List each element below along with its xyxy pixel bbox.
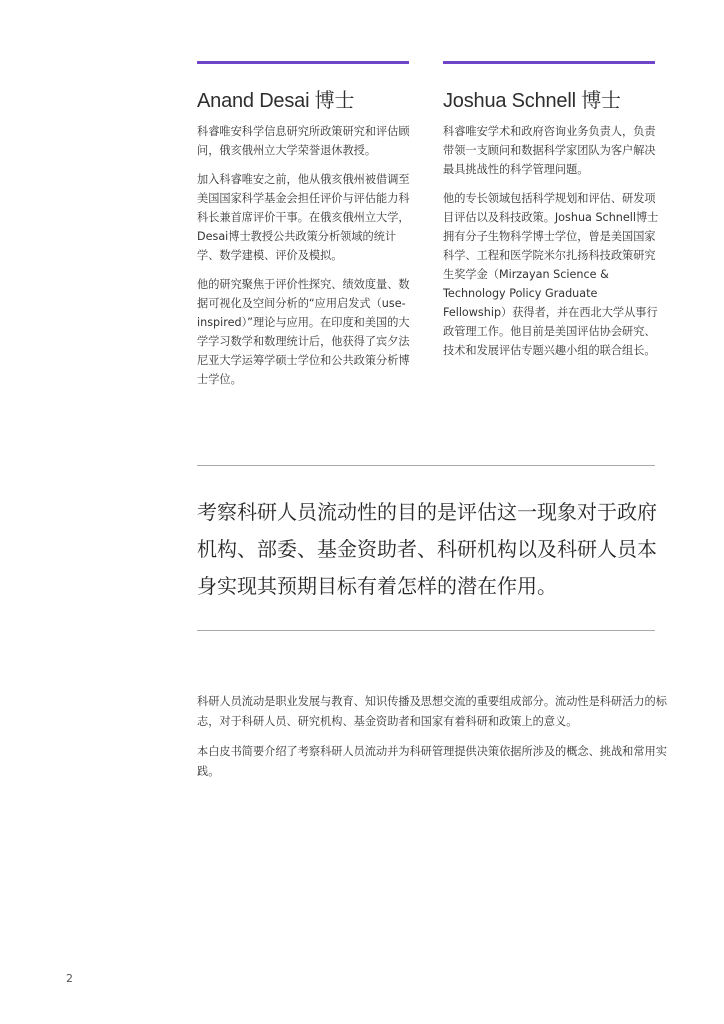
author-name: Anand Desai 博士 <box>197 90 355 112</box>
intro-section <box>197 692 677 792</box>
intro-paragraph: 本白皮书简要介绍了考察科研人员流动并为科研管理提供决策依据所涉及的概念、挑战和常用实践。 <box>197 745 667 778</box>
divider-top <box>197 465 655 466</box>
divider-bottom <box>197 630 655 631</box>
bio-paragraph: 他的研究聚焦于评价性探究、绩效度量、数据可视化及空间分析的“应用启发式（use-inspired）”理论与应用。在印度和美国的大学学习数学和数理统计后，他获得了宾夕法尼亚大学运筹学硕士学位和公共政策分析博士学位。 <box>197 278 410 386</box>
bio-paragraph: 加入科睿唯安之前，他从俄亥俄州被借调至美国国家科学基金会担任评价与评估能力科科长兼首席评价干事。在俄亥俄州立大学，Desai博士教授公共政策分析领域的统计学、数学建模、评价及模拟。 <box>197 173 410 262</box>
accent-rule <box>443 61 655 64</box>
page-number: 2 <box>66 972 73 985</box>
bio-paragraph: 科睿唯安学术和政府咨询业务负责人，负责带领一支顾问和数据科学家团队为客户解决最具挑战性的科学管理问题。 <box>443 125 656 176</box>
author-bio <box>197 122 413 399</box>
bio-paragraph: 他的专长领域包括科学规划和评估、研发项目评估以及科技政策。Joshua Schnell博士拥有分子生物科学博士学位，曾是美国国家科学、工程和医学院米尔扎扬科技政策研究生奖学金（Mirzayan Science & Technology Policy Graduate Fellowship）获得者，并在西北大学从事行政管理工作。他目前是美国评估协会研究、技术和发展评估专题兴趣小组的联合组长。 <box>443 192 659 357</box>
author-name: Joshua Schnell 博士 <box>443 90 621 112</box>
pull-quote: 考察科研人员流动性的目的是评估这一现象对于政府机构、部委、基金资助者、科研机构以及科研人员本身实现其预期目标有着怎样的潜在作用。 <box>197 500 657 598</box>
intro-paragraph: 科研人员流动是职业发展与教育、知识传播及思想交流的重要组成部分。流动性是科研活力的标志，对于科研人员、研究机构、基金资助者和国家有着科研和政策上的意义。 <box>197 695 667 728</box>
bio-paragraph: 科睿唯安科学信息研究所政策研究和评估顾问，俄亥俄州立大学荣誉退休教授。 <box>197 125 410 157</box>
accent-rule <box>197 61 409 64</box>
author-bio <box>443 122 659 370</box>
